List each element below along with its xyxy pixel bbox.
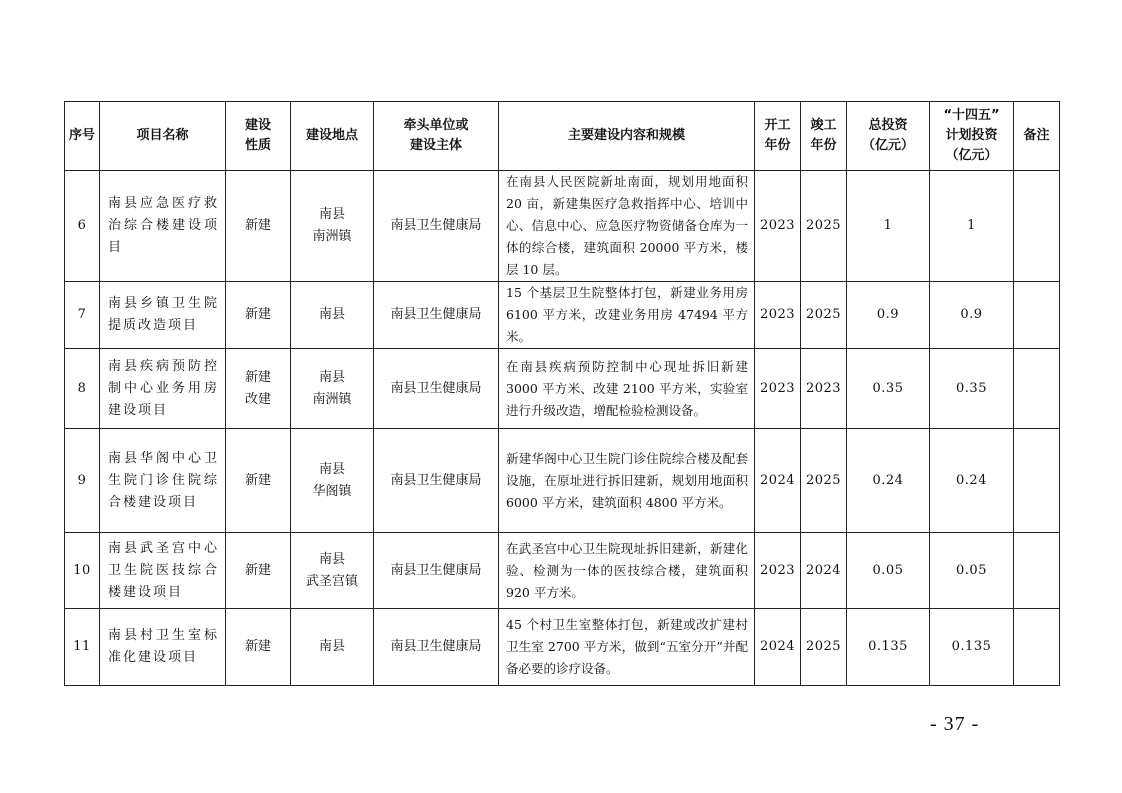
cell-plan-investment: 0.05	[930, 533, 1014, 609]
cell-start-year: 2023	[755, 349, 801, 429]
cell-project-name: 南县华阁中心卫生院门诊住院综合楼建设项目	[100, 429, 226, 533]
cell-plan-investment: 0.9	[930, 282, 1014, 349]
cell-end-year: 2025	[801, 171, 847, 282]
cell-seq: 6	[65, 171, 100, 282]
cell-content: 在南县疾病预防控制中心现址拆旧新建 3000 平方米、改建 2100 平方米，实验室进行升级改造，增配检验检测设备。	[499, 349, 755, 429]
cell-nature: 新建	[226, 533, 291, 609]
header-nature: 建设 性质	[226, 102, 291, 171]
cell-seq: 8	[65, 349, 100, 429]
cell-plan-investment: 0.24	[930, 429, 1014, 533]
cell-total-investment: 0.135	[847, 609, 930, 686]
cell-location: 南县 武圣宫镇	[291, 533, 374, 609]
cell-content: 15 个基层卫生院整体打包，新建业务用房 6100 平方米，改建业务用房 47494 平方米。	[499, 282, 755, 349]
page-number: - 37 -	[930, 713, 980, 735]
cell-lead-unit: 南县卫生健康局	[374, 533, 499, 609]
cell-end-year: 2025	[801, 609, 847, 686]
header-note: 备注	[1014, 102, 1060, 171]
cell-seq: 7	[65, 282, 100, 349]
cell-total-investment: 1	[847, 171, 930, 282]
table-row	[65, 533, 1060, 609]
cell-end-year: 2025	[801, 429, 847, 533]
table-row	[65, 282, 1060, 349]
header-location: 建设地点	[291, 102, 374, 171]
table-row	[65, 171, 1060, 282]
cell-end-year: 2025	[801, 282, 847, 349]
cell-note	[1014, 533, 1060, 609]
cell-start-year: 2024	[755, 429, 801, 533]
cell-total-investment: 0.35	[847, 349, 930, 429]
header-total-investment: 总投资 （亿元）	[847, 102, 930, 171]
cell-total-investment: 0.24	[847, 429, 930, 533]
cell-note	[1014, 429, 1060, 533]
header-seq: 序号	[65, 102, 100, 171]
cell-project-name: 南县武圣宫中心卫生院医技综合楼建设项目	[100, 533, 226, 609]
header-content: 主要建设内容和规模	[499, 102, 755, 171]
cell-total-investment: 0.05	[847, 533, 930, 609]
cell-start-year: 2023	[755, 171, 801, 282]
cell-note	[1014, 609, 1060, 686]
cell-plan-investment: 0.35	[930, 349, 1014, 429]
table-row	[65, 349, 1060, 429]
cell-location: 南县	[291, 609, 374, 686]
cell-plan-investment: 0.135	[930, 609, 1014, 686]
cell-note	[1014, 349, 1060, 429]
header-start-year: 开工 年份	[755, 102, 801, 171]
cell-content: 新建华阁中心卫生院门诊住院综合楼及配套设施，在原址进行拆旧建新，规划用地面积 6000 平方米，建筑面积 4800 平方米。	[499, 429, 755, 533]
cell-lead-unit: 南县卫生健康局	[374, 171, 499, 282]
cell-nature: 新建	[226, 282, 291, 349]
header-plan-investment: “十四五” 计划投资 （亿元）	[930, 102, 1014, 171]
cell-lead-unit: 南县卫生健康局	[374, 349, 499, 429]
header-lead-unit: 牵头单位或 建设主体	[374, 102, 499, 171]
cell-content: 45 个村卫生室整体打包，新建或改扩建村卫生室 2700 平方米，做到“五室分开”并配备必要的诊疗设备。	[499, 609, 755, 686]
cell-nature: 新建 改建	[226, 349, 291, 429]
cell-total-investment: 0.9	[847, 282, 930, 349]
cell-location: 南县 华阁镇	[291, 429, 374, 533]
cell-content: 在武圣宫中心卫生院现址拆旧建新，新建化验、检测为一体的医技综合楼，建筑面积 920 平方米。	[499, 533, 755, 609]
cell-end-year: 2024	[801, 533, 847, 609]
header-project-name: 项目名称	[100, 102, 226, 171]
cell-note	[1014, 282, 1060, 349]
cell-start-year: 2023	[755, 533, 801, 609]
cell-project-name: 南县乡镇卫生院提质改造项目	[100, 282, 226, 349]
cell-end-year: 2023	[801, 349, 847, 429]
table-row	[65, 429, 1060, 533]
cell-seq: 9	[65, 429, 100, 533]
project-table	[64, 101, 1060, 686]
cell-lead-unit: 南县卫生健康局	[374, 429, 499, 533]
cell-project-name: 南县应急医疗救治综合楼建设项目	[100, 171, 226, 282]
cell-nature: 新建	[226, 609, 291, 686]
cell-location: 南县 南洲镇	[291, 171, 374, 282]
table-row	[65, 609, 1060, 686]
cell-plan-investment: 1	[930, 171, 1014, 282]
cell-seq: 11	[65, 609, 100, 686]
cell-lead-unit: 南县卫生健康局	[374, 609, 499, 686]
cell-lead-unit: 南县卫生健康局	[374, 282, 499, 349]
cell-project-name: 南县村卫生室标准化建设项目	[100, 609, 226, 686]
cell-note	[1014, 171, 1060, 282]
table-header-row	[65, 102, 1060, 171]
cell-content: 在南县人民医院新址南面，规划用地面积 20 亩，新建集医疗急救指挥中心、培训中心、信息中心、应急医疗物资储备仓库为一体的综合楼，建筑面积 20000 平方米，楼层 10 层。	[499, 171, 755, 282]
cell-start-year: 2024	[755, 609, 801, 686]
cell-location: 南县	[291, 282, 374, 349]
cell-project-name: 南县疾病预防控制中心业务用房建设项目	[100, 349, 226, 429]
cell-start-year: 2023	[755, 282, 801, 349]
header-end-year: 竣工 年份	[801, 102, 847, 171]
cell-nature: 新建	[226, 429, 291, 533]
cell-location: 南县 南洲镇	[291, 349, 374, 429]
cell-nature: 新建	[226, 171, 291, 282]
cell-seq: 10	[65, 533, 100, 609]
